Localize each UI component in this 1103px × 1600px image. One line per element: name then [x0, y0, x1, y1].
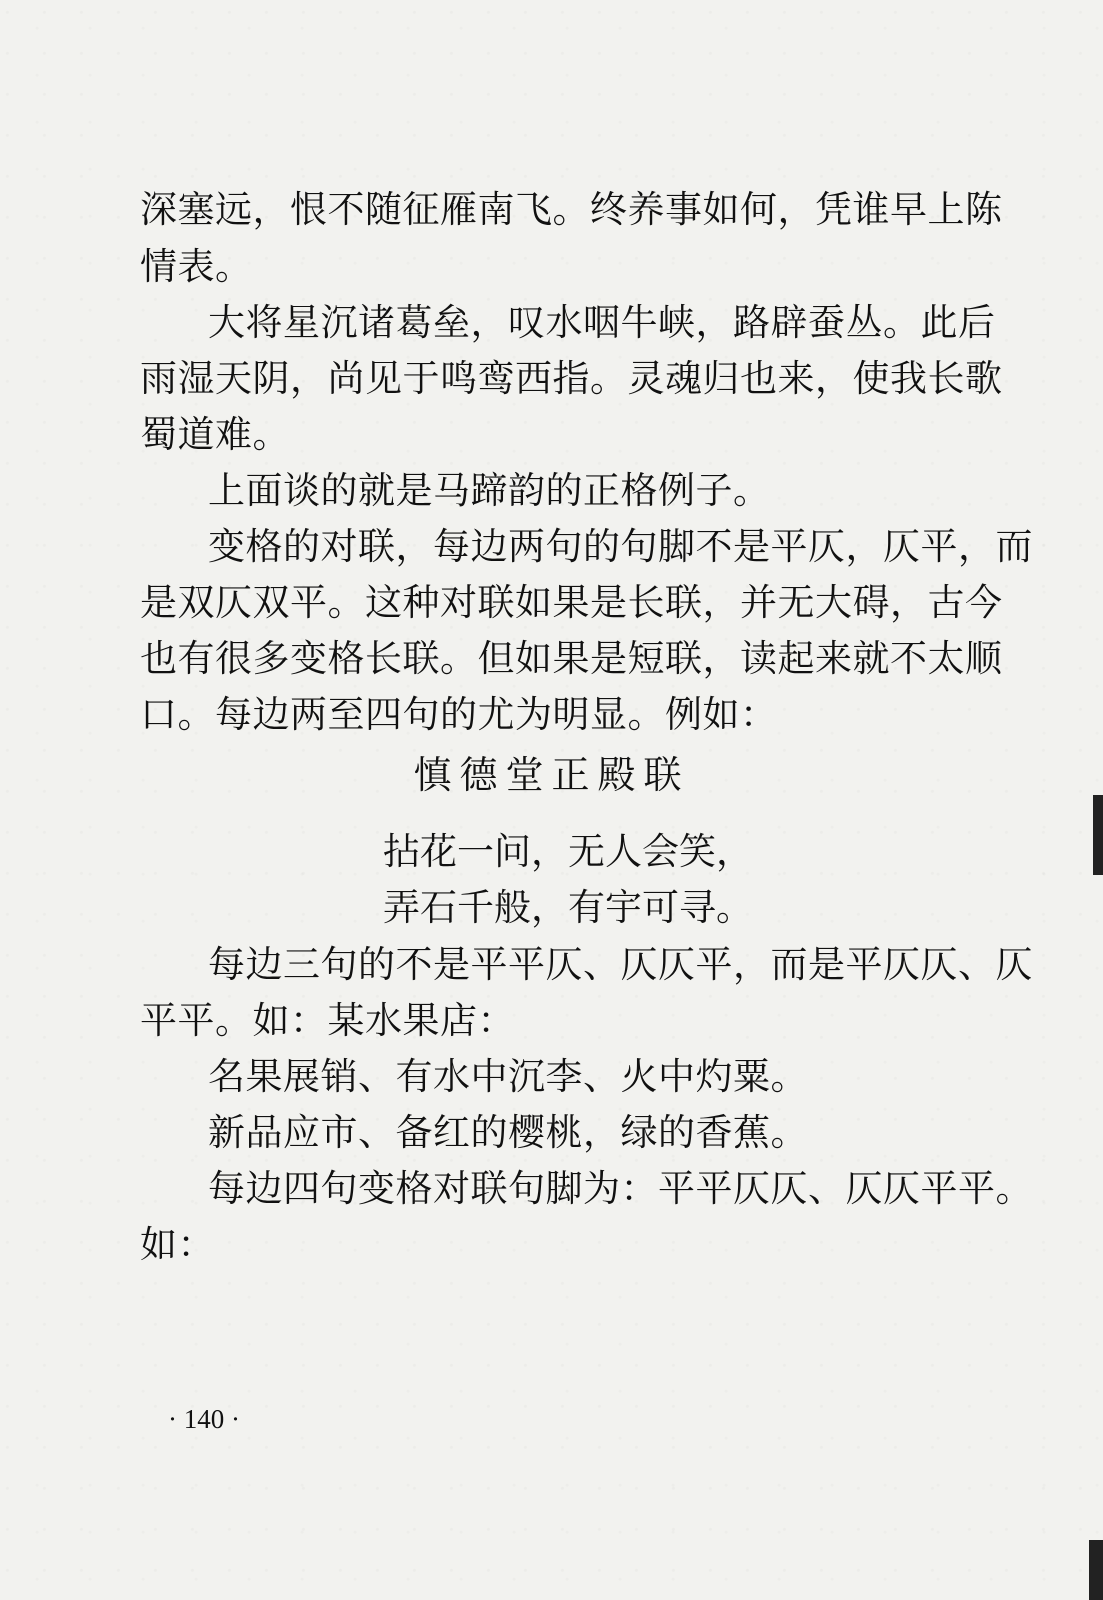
text-line: 蜀道难。: [140, 413, 290, 456]
text-line: 上面谈的就是马蹄韵的正格例子。: [208, 469, 771, 512]
text-line: 雨湿天阴，尚见于鸣鸾西指。灵魂归也来，使我长歌: [140, 357, 1003, 400]
scan-edge-mark: [1093, 795, 1103, 875]
text-line: 也有很多变格长联。但如果是短联，读起来就不太顺: [140, 637, 1003, 680]
text-line: 每边三句的不是平平仄、仄仄平，而是平仄仄、仄: [208, 943, 1033, 986]
text-line: 如：: [140, 1223, 215, 1266]
scan-edge-mark: [1089, 1540, 1103, 1600]
text-line: 情表。: [140, 245, 253, 288]
text-line: 口。每边两至四句的尤为明显。例如：: [140, 693, 778, 736]
example-title: 慎德堂正殿联: [413, 753, 690, 797]
couplet-line: 拈花一问，无人会笑，: [383, 830, 753, 873]
text-line: 深塞远，恨不随征雁南飞。终养事如何，凭谁早上陈: [140, 188, 1003, 231]
text-line: 平平。如：某水果店：: [140, 999, 515, 1042]
shop-couplet-line: 名果展销、有水中沉李、火中灼粟。: [208, 1055, 808, 1098]
page-number: · 140 ·: [168, 1404, 240, 1434]
couplet-line: 弄石千般，有宇可寻。: [383, 886, 753, 929]
text-line: 是双仄双平。这种对联如果是长联，并无大碍，古今: [140, 581, 1003, 624]
text-line: 每边四句变格对联句脚为：平平仄仄、仄仄平平。: [208, 1167, 1033, 1210]
shop-couplet-line: 新品应市、备红的樱桃，绿的香蕉。: [208, 1111, 808, 1154]
text-line: 变格的对联，每边两句的句脚不是平仄，仄平，而: [208, 525, 1033, 568]
text-line: 大将星沉诸葛垒，叹水咽牛峡，路辟蚕丛。此后: [208, 301, 996, 344]
